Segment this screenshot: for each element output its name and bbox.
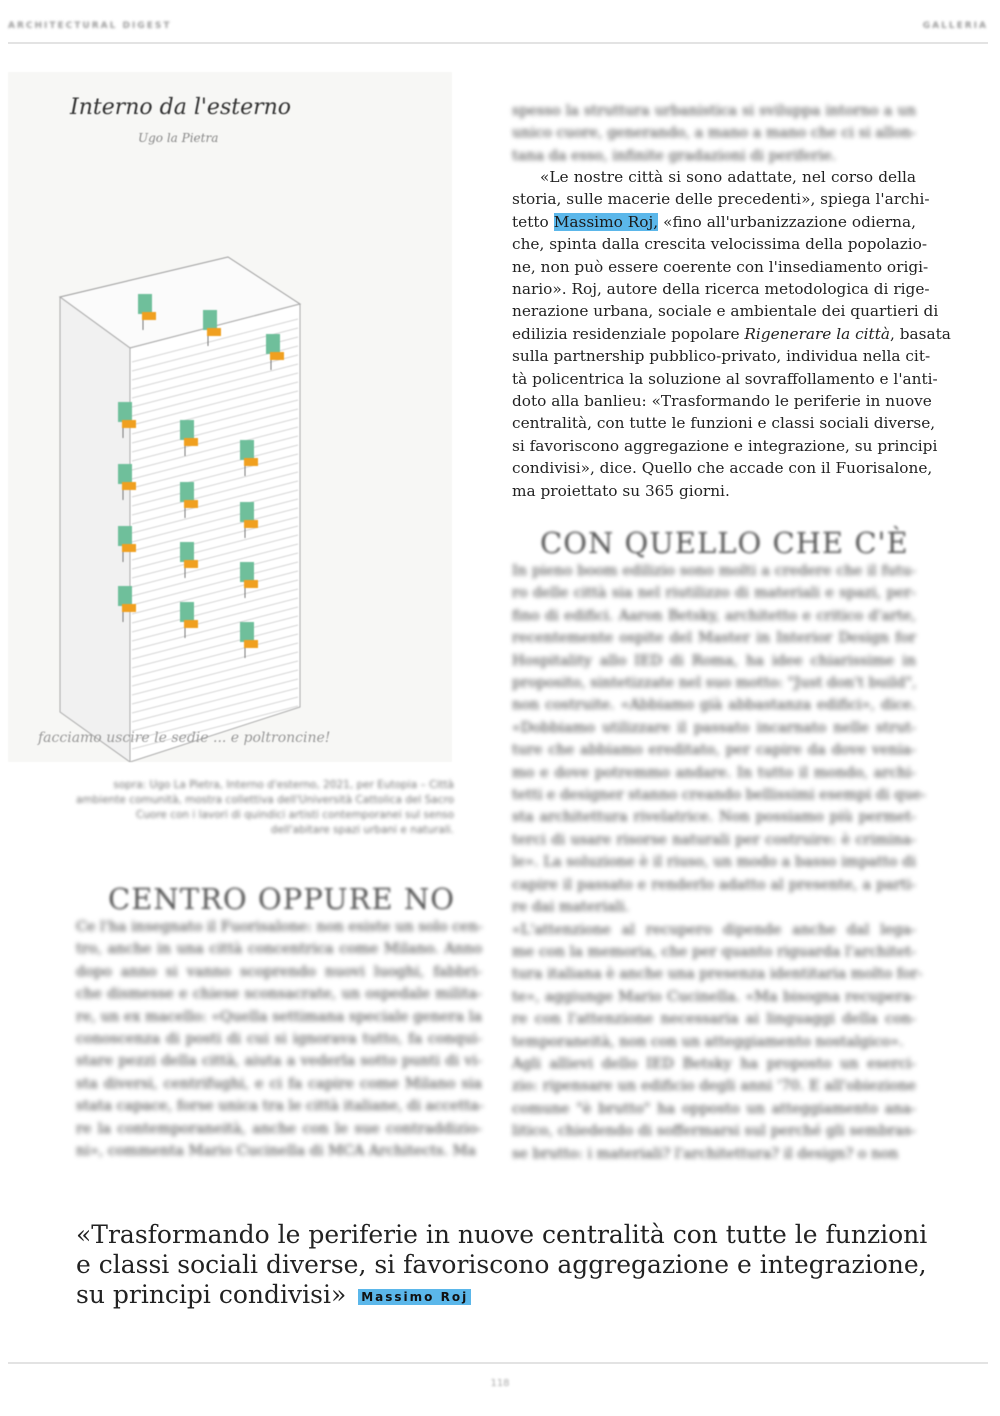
text-line: litico, chiedendo di soffermarsi sul perché gli sembras-: [512, 1123, 916, 1140]
paragraph-right-bottom: [512, 560, 927, 1165]
text-line: doto alla banlieu: «Trasformando le periferie in nuove: [512, 392, 932, 411]
text-line: tana da esso, infinite gradazioni di periferie.: [512, 147, 837, 164]
building-sketch-icon: [8, 72, 452, 762]
text-line: storia, sulle macerie delle precedenti», spiega l'archi-: [512, 190, 930, 209]
pull-quote: [76, 1220, 936, 1310]
text-line: nario». Roj, autore della ricerca metodologica di rige-: [512, 280, 930, 299]
text-line: condivisi», dice. Quello che accade con il Fuorisalone,: [512, 459, 933, 478]
page-number: 118: [490, 1378, 510, 1389]
text-line: re dai materiali.: [512, 899, 630, 916]
text-line: capire il passato e renderlo adatto al presente, a parti-: [512, 876, 916, 893]
text-line: stare pezzi della città, aiuta a vederla sotto punti di vi-: [76, 1053, 482, 1070]
pull-quote-line: «Trasformando le periferie in nuove centralità con tutte le funzioni: [76, 1220, 928, 1249]
text-line: sulla partnership pubblico-privato, individua nella cit-: [512, 347, 931, 366]
text-line: tetto Massimo Roj, «fino all'urbanizzazione odierna,: [512, 212, 916, 231]
text-line: Agli allievi dello IED Betsky ha proposto un eserci-: [512, 1055, 916, 1072]
text-line: re la contemporaneità, anche con le sue contraddizio-: [76, 1120, 482, 1137]
illustration-subtitle: Ugo la Pietra: [138, 131, 219, 145]
text-line: fino di edifici. Aaron Betsky, architetto e critico d'arte,: [512, 607, 916, 624]
text-line: ne, non può essere coerente con l'insediamento origi-: [512, 257, 929, 276]
text-line: unico cuore, generando, a mano a mano che ci si allon-: [512, 125, 916, 142]
bottom-rule: [8, 1362, 988, 1364]
text-line: centralità, con tutte le funzioni e classi sociali diverse,: [512, 414, 936, 433]
highlight-massimo-roj: Massimo Roj,: [553, 212, 659, 231]
text-line: tetti e designer stanno creando bellissimi esempi di que-: [512, 787, 927, 804]
text-line: re, un ex macello: «Quella settimana speciale genera la: [76, 1008, 482, 1025]
text-line: me con la memoria, che per quanto riguarda l'architet-: [512, 943, 916, 960]
text-line: «Le nostre città si sono adattate, nel corso della: [540, 168, 916, 186]
illustration-building-chairs: [8, 72, 452, 762]
text-line: non costruite. «Abbiamo già abbastanza edifici», dice.: [512, 697, 916, 714]
text-line: sta architettura rivelatrice. Non possiamo più permet-: [512, 809, 916, 826]
text-line: stata capace, forse unica tra le città italiane, di accetta-: [76, 1098, 484, 1115]
pull-quote-line: e classi sociali diverse, si favoriscono aggregazione e integrazione,: [76, 1250, 927, 1279]
illustration-title: Interno da l'esterno: [70, 95, 292, 120]
text-line: se brutto: i materiali? l'architettura? il design? o non: [512, 1145, 899, 1162]
text-line: le». La soluzione è il riuso, un modo a basso impatto di: [512, 854, 916, 871]
text-line: comune "è brutto" ha opposto un atteggiamento ana-: [512, 1100, 916, 1117]
paragraph-right-top: [512, 100, 916, 167]
text-line: temporaneità, non con un atteggiamento nostalgico».: [512, 1033, 904, 1050]
text-line: recentemente ospite del Master in Interior Design for: [512, 630, 916, 647]
text-line: ture che abbiamo ereditato, per capire da dove venia-: [512, 742, 916, 759]
heading-con-quello-che-ce: CON QUELLO CHE C'È: [540, 526, 909, 560]
top-rule: [8, 42, 988, 44]
text-line: tro, anche in una città concentrica come Milano. Anno: [76, 941, 482, 958]
text-line: tà policentrica la soluzione al sovraffollamento e l'anti-: [512, 369, 938, 388]
pull-quote-line: su principi condivisi» Massimo Roj: [76, 1280, 936, 1310]
text-line: dopo anno si vanno scoprendo nuovi luoghi, fabbri-: [76, 963, 482, 980]
text-line: sta diversi, centrifughi, e ci fa capire come Milano sia: [76, 1075, 482, 1092]
text-line: si favoriscono aggregazione e integrazione, su principi: [512, 436, 938, 455]
running-head: [8, 16, 988, 36]
text-line: spesso la struttura urbanistica si sviluppa intorno a un: [512, 103, 916, 119]
pull-quote-credit: Massimo Roj: [358, 1289, 471, 1305]
text-line: zio: ripensare un edificio degli anni '70. E all'obiezione: [512, 1078, 916, 1095]
text-line: Hospitality allo IED di Roma, ha idee chiarissime in: [512, 652, 916, 669]
paragraph-roj-quote: [512, 166, 951, 502]
italic-title: Rigenerare la città: [744, 324, 890, 343]
text-line: ni», commenta Mario Cucinella di MCA Architects. Ma: [76, 1143, 476, 1160]
text-line: edilizia residenziale popolare Rigenerare la città, basata: [512, 324, 951, 343]
illustration-bottom-note: facciamo uscire le sedie ... e poltroncine!: [38, 730, 331, 746]
text-line: Ce l'ha insegnato il Fuorisalone: non esiste un solo cen-: [76, 919, 483, 935]
paragraph-left-bottom: [76, 916, 482, 1162]
text-line: ma proiettato su 365 giorni.: [512, 481, 730, 500]
magazine-name: ARCHITECTURAL DIGEST: [8, 21, 172, 31]
text-line: «L'attenzione al recupero dipende anche dal lega-: [512, 921, 916, 938]
text-line: terci di usare risorse naturali per costruire: è crimina-: [512, 831, 916, 848]
text-line: «Dobbiamo utilizzare il passato incarnato nelle strut-: [512, 719, 916, 736]
text-line: che, spinta dalla crescita velocissima della popolazio-: [512, 235, 928, 254]
image-caption: sopra: Ugo La Pietra, Interno d'esterno, 2021, per Eutopia – Città ambiente comunità, mostra collettiva dell'Università Cattolica del Sacro Cuore con i lavori di quindici artisti contemporanei sul senso dell'abitare spazi urbani e naturali.: [75, 779, 454, 836]
text-line: tura italiana è anche una presenza identitaria molto for-: [512, 966, 923, 983]
text-line: te», aggiunge Mario Cucinella. «Ma bisogna recupera-: [512, 988, 916, 1005]
text-line: mo e dove potremmo andare. In tutto il mondo, archi-: [512, 764, 916, 781]
heading-centro-oppure-no: CENTRO OPPURE NO: [108, 882, 456, 916]
text-line: re con l'attenzione necessaria ai linguaggi della con-: [512, 1011, 916, 1028]
text-line: proposito, sintetizzate nel suo motto: "Just don't build",: [512, 675, 917, 692]
text-line: ro delle città sia nel riutilizzo di materiali e spazi, per-: [512, 585, 916, 602]
section-name: GALLERIA: [922, 21, 988, 31]
text-line: che dismesse e chiese sconsacrate, un ospedale milita-: [76, 986, 482, 1003]
text-line: nerazione urbana, sociale e ambientale dei quartieri di: [512, 302, 939, 321]
text-line: In pieno boom edilizio sono molti a credere che il futu-: [512, 563, 916, 579]
text-line: conoscenza di posti di cui si ignorava tutto, fa conqui-: [76, 1031, 482, 1048]
